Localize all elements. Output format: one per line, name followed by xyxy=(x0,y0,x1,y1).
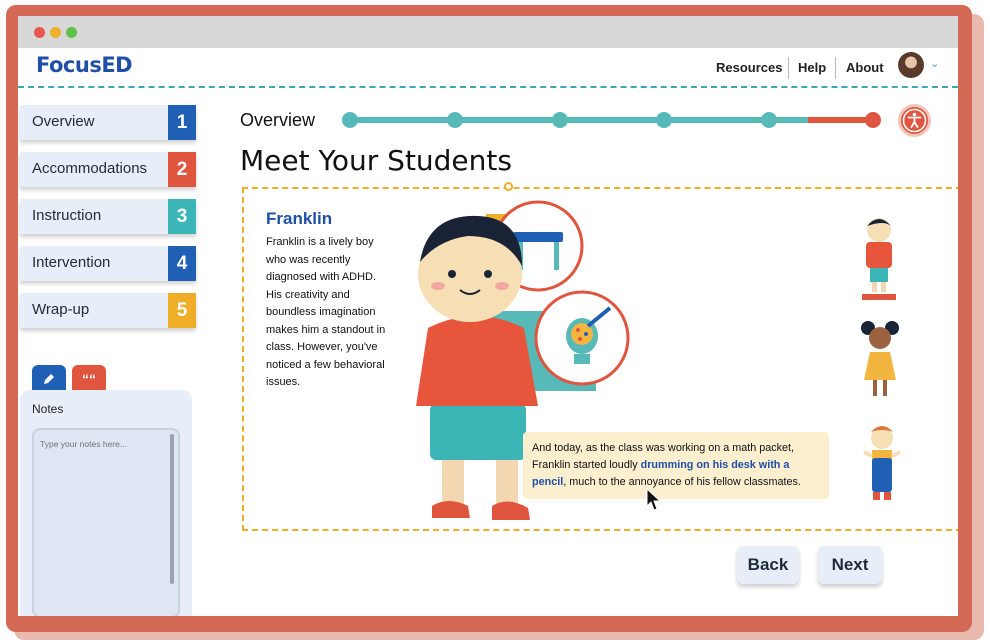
minimize-window-icon[interactable] xyxy=(50,27,61,38)
page-title: Meet Your Students xyxy=(240,144,512,177)
progress-step[interactable] xyxy=(656,112,672,128)
sidebar-item-instruction[interactable] xyxy=(20,199,196,234)
student-description: Franklin is a lively boy who was recently diagnosed with ADHD. His creativity and boundless imagination makes him a standout in class. However, you've noticed a few behavioral issues. xyxy=(266,236,386,388)
classmate-illustration xyxy=(856,208,902,304)
window-titlebar xyxy=(18,16,958,48)
maximize-window-icon[interactable] xyxy=(66,27,77,38)
progress-step[interactable] xyxy=(342,112,358,128)
progress-step[interactable] xyxy=(447,112,463,128)
card-corner-marker xyxy=(504,182,513,191)
step-number-badge: 4 xyxy=(168,246,196,281)
pencil-icon[interactable] xyxy=(32,365,66,393)
sidebar-item-label: Intervention xyxy=(32,254,111,271)
back-button[interactable]: Back xyxy=(737,546,799,584)
progress-step[interactable] xyxy=(552,112,568,128)
sidebar-item-intervention[interactable] xyxy=(20,246,196,281)
progress-step-current[interactable] xyxy=(865,112,881,128)
nav-divider xyxy=(788,57,789,79)
nav-help[interactable]: Help xyxy=(798,60,827,75)
student-name: Franklin xyxy=(266,209,333,228)
sidebar-item-label: Wrap-up xyxy=(32,301,90,318)
sidebar-item-wrap-up[interactable] xyxy=(20,293,196,328)
notes-title: Notes xyxy=(32,402,64,416)
sidebar-item-accommodations[interactable] xyxy=(20,152,196,187)
accessibility-icon[interactable] xyxy=(898,104,931,137)
user-avatar[interactable] xyxy=(898,52,924,78)
nav-divider xyxy=(835,57,836,79)
sidebar-item-label: Overview xyxy=(32,113,95,130)
progress-bar xyxy=(348,117,876,123)
sidebar-item-label: Accommodations xyxy=(32,160,148,177)
step-number-badge: 5 xyxy=(168,293,196,328)
sidebar-item-label: Instruction xyxy=(32,207,102,224)
notes-input[interactable] xyxy=(32,428,180,616)
progress-step[interactable] xyxy=(761,112,777,128)
notes-scrollbar[interactable] xyxy=(170,434,174,584)
nav-about[interactable]: About xyxy=(846,60,884,75)
step-number-badge: 1 xyxy=(168,105,196,140)
app-window xyxy=(18,16,958,616)
app-header xyxy=(18,48,958,86)
next-button[interactable]: Next xyxy=(818,546,882,584)
app-logo[interactable]: FocusED xyxy=(36,53,133,77)
header-divider xyxy=(18,86,958,88)
caption-text: And today, as the class was working on a math packet, Franklin started loudly xyxy=(532,442,795,471)
section-label: Overview xyxy=(240,110,316,130)
scenario-caption xyxy=(523,432,829,499)
notes-panel xyxy=(20,390,192,616)
caption-highlight[interactable]: drumming on his desk with a pencil xyxy=(532,459,790,488)
step-number-badge: 3 xyxy=(168,199,196,234)
sidebar-item-overview[interactable] xyxy=(20,105,196,140)
step-number-badge: 2 xyxy=(168,152,196,187)
classmate-illustration xyxy=(860,318,900,404)
chevron-down-icon[interactable]: ⌄ xyxy=(930,58,940,70)
classmate-illustration xyxy=(860,422,904,508)
quote-icon[interactable]: ““ xyxy=(72,365,106,393)
scenario-text xyxy=(532,440,824,491)
close-window-icon[interactable] xyxy=(34,27,45,38)
mouse-cursor-icon xyxy=(646,488,662,512)
caption-text: , much to the annoyance of his fellow classmates. xyxy=(563,476,801,488)
nav-resources[interactable]: Resources xyxy=(716,60,783,75)
